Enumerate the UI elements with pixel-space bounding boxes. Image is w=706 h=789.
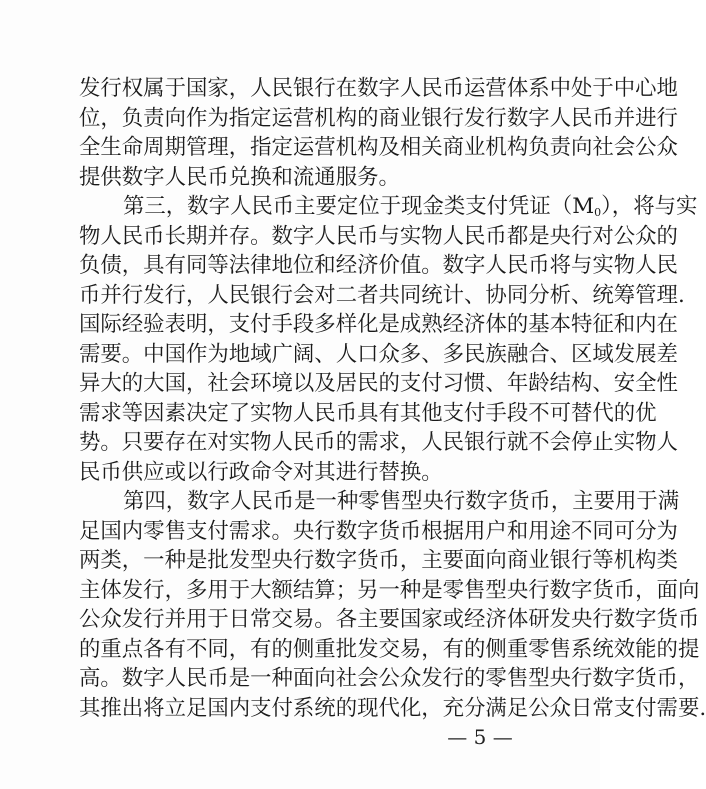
text-line-tail: ），将与实 (601, 194, 698, 219)
text-line: 主体发行，多用于大额结算；另一种是零售型央行数字货币，面向 (79, 577, 700, 603)
page-number: — 5 — (447, 725, 513, 749)
text-line: 两类，一种是批发型央行数字货币，主要面向商业银行等机构类 (79, 548, 678, 573)
text-line: 发行权属于国家，人民银行在数字人民币运营体系中处于中心地 (79, 76, 678, 101)
text-line: 其推出将立足国内支付系统的现代化，充分满足公众日常支付需要. (79, 695, 706, 721)
text-line: 高。数字人民币是一种面向社会公众发行的零售型央行数字货币， (79, 666, 700, 691)
text-line: 国际经验表明，支付手段多样化是成熟经济体的基本特征和内在 (79, 312, 678, 337)
text-line: 需求等因素决定了实物人民币具有其他支付手段不可替代的优 (79, 400, 657, 426)
text-line: 第四，数字人民币是一种零售型央行数字货币，主要用于满 (123, 489, 680, 514)
text-line: 币并行发行，人民银行会对二者共同统计、协同分析、统筹管理. (79, 282, 685, 308)
text-line: 需要。中国作为地域广阔、人口众多、多民族融合、区域发展差 (79, 341, 678, 367)
text-line: 势。只要存在对实物人民币的需求，人民银行就不会停止实物人 (79, 430, 678, 455)
text-line: 全生命周期管理，指定运营机构及相关商业机构负责向社会公众 (79, 135, 678, 160)
text-line: 的重点各有不同，有的侧重批发交易，有的侧重零售系统效能的提 (79, 636, 700, 662)
text-line: 足国内零售支付需求。央行数字货币根据用户和用途不同可分为 (79, 518, 678, 544)
text-line-head: 第三，数字人民币主要定位于现金类支付凭证（M (123, 194, 595, 219)
subscript-m0: 0 (594, 206, 602, 219)
text-line: 提供数字人民币兑换和流通服务。 (79, 164, 400, 190)
text-line: 公众发行并用于日常交易。各主要国家或经济体研发央行数字货币 (79, 607, 700, 632)
text-line: 民币供应或以行政命令对其进行替换。 (79, 459, 443, 485)
text-line: 负债，具有同等法律地位和经济价值。数字人民币将与实物人民 (79, 253, 678, 278)
text-line: 物人民币长期并存。数字人民币与实物人民币都是央行对公众的 (79, 223, 678, 249)
text-line: 异大的大国，社会环境以及居民的支付习惯、年龄结构、安全性 (79, 371, 678, 396)
text-line: 位，负责向作为指定运营机构的商业银行发行数字人民币并进行 (79, 105, 678, 131)
